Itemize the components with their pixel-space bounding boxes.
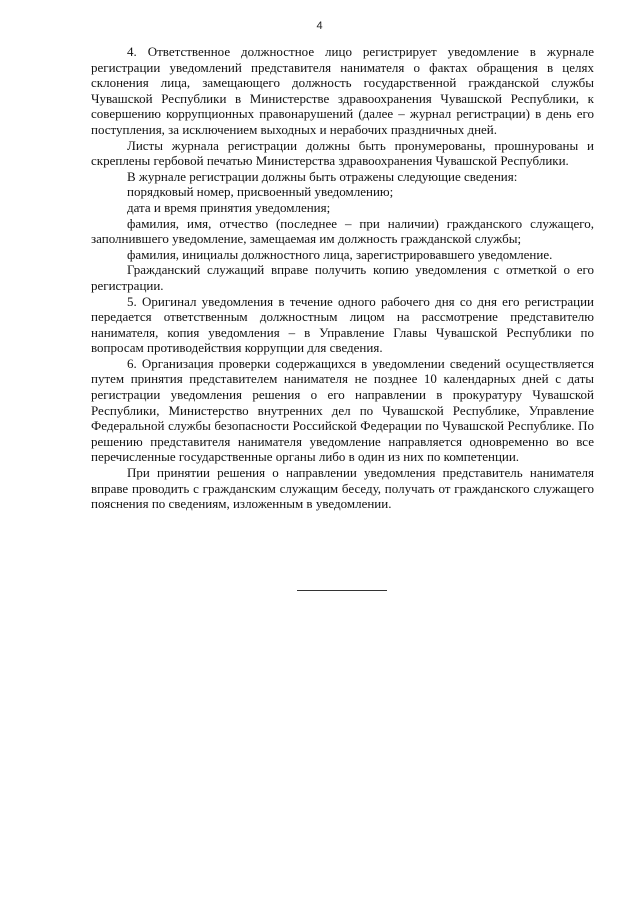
- list-item-serial-number: порядковый номер, присвоенный уведомлению;: [127, 184, 394, 200]
- page-number: 4: [316, 20, 323, 32]
- paragraph-journal-sheets: Листы журнала регистрации должны быть пронумерованы, прошнурованы и скреплены гербовой печатью Министерства здравоохранения Чувашской Республики.: [91, 137, 594, 169]
- list-item-employee-name: фамилия, имя, отчество (последнее – при наличии) гражданского служащего, заполнившего уведомление, замещаемая им должность гражданской службы;: [91, 215, 594, 247]
- end-separator-line: [297, 590, 387, 591]
- paragraph-journal-fields-intro: В журнале регистрации должны быть отражены следующие сведения:: [127, 168, 518, 184]
- list-item-date-time: дата и время принятия уведомления;: [127, 199, 331, 215]
- paragraph-decision: При принятии решения о направлении уведомления представитель нанимателя вправе проводить с гражданским служащим беседу, получать от гражданского служащего пояснения по сведениям, изложенным в уведомлении.: [91, 465, 594, 512]
- list-item-registrar-name: фамилия, инициалы должностного лица, зарегистрировавшего уведомление.: [127, 246, 553, 262]
- paragraph-clause-5: 5. Оригинал уведомления в течение одного рабочего дня со дня его регистрации передается ответственным должностным лицом на рассмотрение представителю нанимателя, копия уведомления – в Управление Главы Чувашской Республики по вопросам противодействия коррупции для сведения.: [91, 293, 594, 356]
- paragraph-copy-right: Гражданский служащий вправе получить копию уведомления с отметкой о его регистрации.: [91, 262, 594, 293]
- paragraph-clause-4: 4. Ответственное должностное лицо регистрирует уведомление в журнале регистрации уведомлений представителя нанимателя о фактах обращения в целях склонения лица, замещающего должность государственной гражданской службы Чувашской Республики в Министерстве здравоохранения Чувашской Республики, к совершению коррупционных правонарушений (далее – журнал регистрации) в день его поступления, за исключением выходных и нерабочих праздничных дней.: [91, 44, 594, 137]
- paragraph-clause-6: 6. Организация проверки содержащихся в уведомлении сведений осуществляется путем принятия представителем нанимателя не позднее 10 календарных дней с даты регистрации уведомления решения о его направлении в прокуратуру Чувашской Республики, Министерство внутренних дел по Чувашской Республике, Управление Федеральной службы безопасности Российской Федерации по Чувашской Республике. По решению представителя нанимателя уведомление направляется одновременно во все перечисленные государственные органы либо в один из них по компетенции.: [91, 355, 594, 465]
- document-body: [91, 44, 594, 512]
